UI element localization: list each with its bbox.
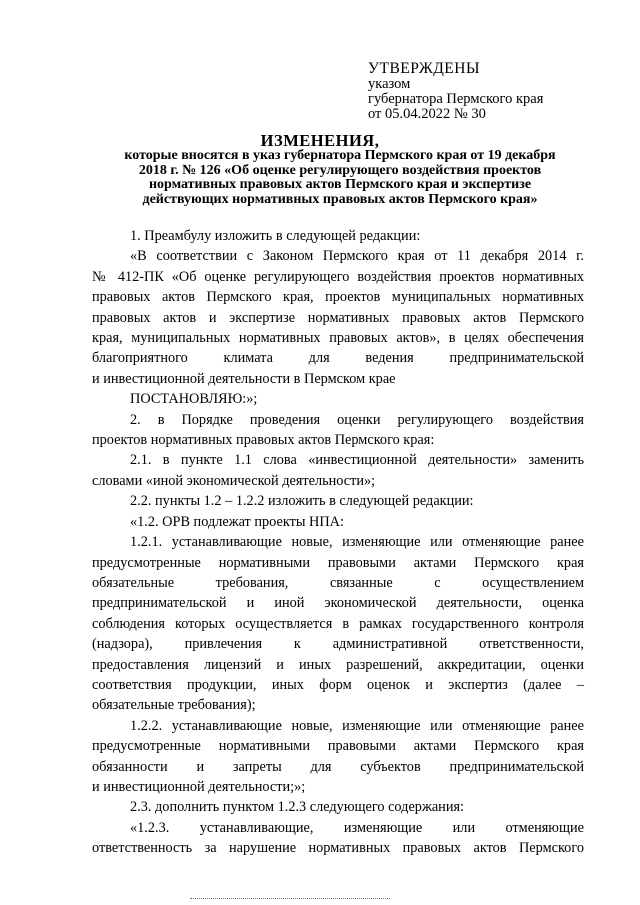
body-text-line: обязательные требования); (92, 697, 256, 714)
page-bottom-rule (190, 898, 390, 900)
body-text-line: 2.1. в пункте 1.1 слова «инвестиционной деятельности» заменить (130, 452, 584, 469)
body-text-line: правовых актов и экспертизе нормативных правовых актов Пермского (92, 309, 584, 326)
body-text-line: и инвестиционной деятельности;»; (92, 778, 306, 795)
body-text-line: № 412-ПК «Об оценке регулирующего воздействия проектов нормативных (92, 268, 584, 285)
approval-heading: УТВЕРЖДЕНЫ (368, 60, 480, 77)
subtitle-line: нормативных правовых актов Пермского края и экспертизе (148, 177, 532, 192)
body-text-line: 1. Преамбулу изложить в следующей редакции: (130, 228, 421, 244)
body-text-line: «1.2.3. устанавливающие, изменяющие или отменяющие (130, 819, 584, 836)
body-text-line: 1.2.2. устанавливающие новые, изменяющие или отменяющие ранее (130, 717, 584, 734)
body-text-line: предпринимательской и иной экономической деятельности, оценка (92, 595, 584, 612)
body-text-line: проектов нормативных правовых актов Пермского края: (92, 432, 435, 449)
body-text-line: 2. в Порядке проведения оценки регулирующего воздействия (130, 411, 584, 428)
body-text-line: благоприятного климата для ведения предпринимательской (92, 350, 584, 367)
body-text-line: словами «иной экономической деятельности»; (92, 472, 376, 489)
body-text-line: 2.2. пункты 1.2 – 1.2.2 изложить в следующей редакции: (130, 493, 474, 510)
body-text-line: предоставления лицензий и иных разрешений, аккредитации, оценки (92, 656, 584, 673)
body-text-line: ПОСТАНОВЛЯЮ:»; (130, 391, 258, 408)
subtitle-line: которые вносятся в указ губернатора Пермского края от 19 декабря (124, 148, 556, 163)
body-text-line: края, муниципальных нормативных правовых актов», в целях обеспечения (92, 330, 584, 347)
body-text-line: предусмотренные нормативными правовыми актами Пермского края (92, 738, 584, 755)
approval-block (368, 60, 628, 122)
body-text-line: соответствия продукции, иных форм оценок и экспертиз (далее – (92, 676, 584, 693)
body-text-line: ответственность за нарушение нормативных правовых актов Пермского (92, 840, 584, 857)
body-text-line: правовых актов Пермского края, проектов муниципальных нормативных (92, 289, 584, 306)
body-text-line: и инвестиционной деятельности в Пермском крае (92, 370, 396, 387)
body-text-line: 2.3. дополнить пунктом 1.2.3 следующего содержания: (130, 799, 465, 816)
approval-line-date: от 05.04.2022 № 30 (368, 106, 486, 122)
document-title: ИЗМЕНЕНИЯ, (260, 131, 380, 150)
body-text-line: (надзора), привлечения к административной ответственности, (92, 636, 584, 653)
body-text-line: 1.2.1. устанавливающие новые, изменяющие или отменяющие ранее (130, 534, 584, 551)
subtitle-line: действующих нормативных правовых актов Пермского края» (142, 191, 538, 207)
approval-line-decree: указом (368, 76, 411, 92)
document-body (92, 226, 584, 859)
body-text-line: соблюдения которых осуществляется в рамках государственного контроля (92, 615, 584, 632)
approval-line-governor: губернатора Пермского края (368, 91, 544, 107)
document-subtitle (90, 149, 590, 207)
body-text-line: предусмотренные нормативными правовыми актами Пермского края (92, 554, 584, 571)
body-text-line: обязательные требования, связанные с осуществлением (92, 574, 584, 591)
subtitle-line: 2018 г. № 126 «Об оценке регулирующего воздействия проектов (138, 162, 542, 178)
body-text-line: обязанности и запреты для субъектов предпринимательской (92, 758, 584, 775)
body-text-line: «1.2. ОРВ подлежат проекты НПА: (130, 513, 344, 530)
body-text-line: «В соответствии с Законом Пермского края от 11 декабря 2014 г. (130, 248, 584, 265)
